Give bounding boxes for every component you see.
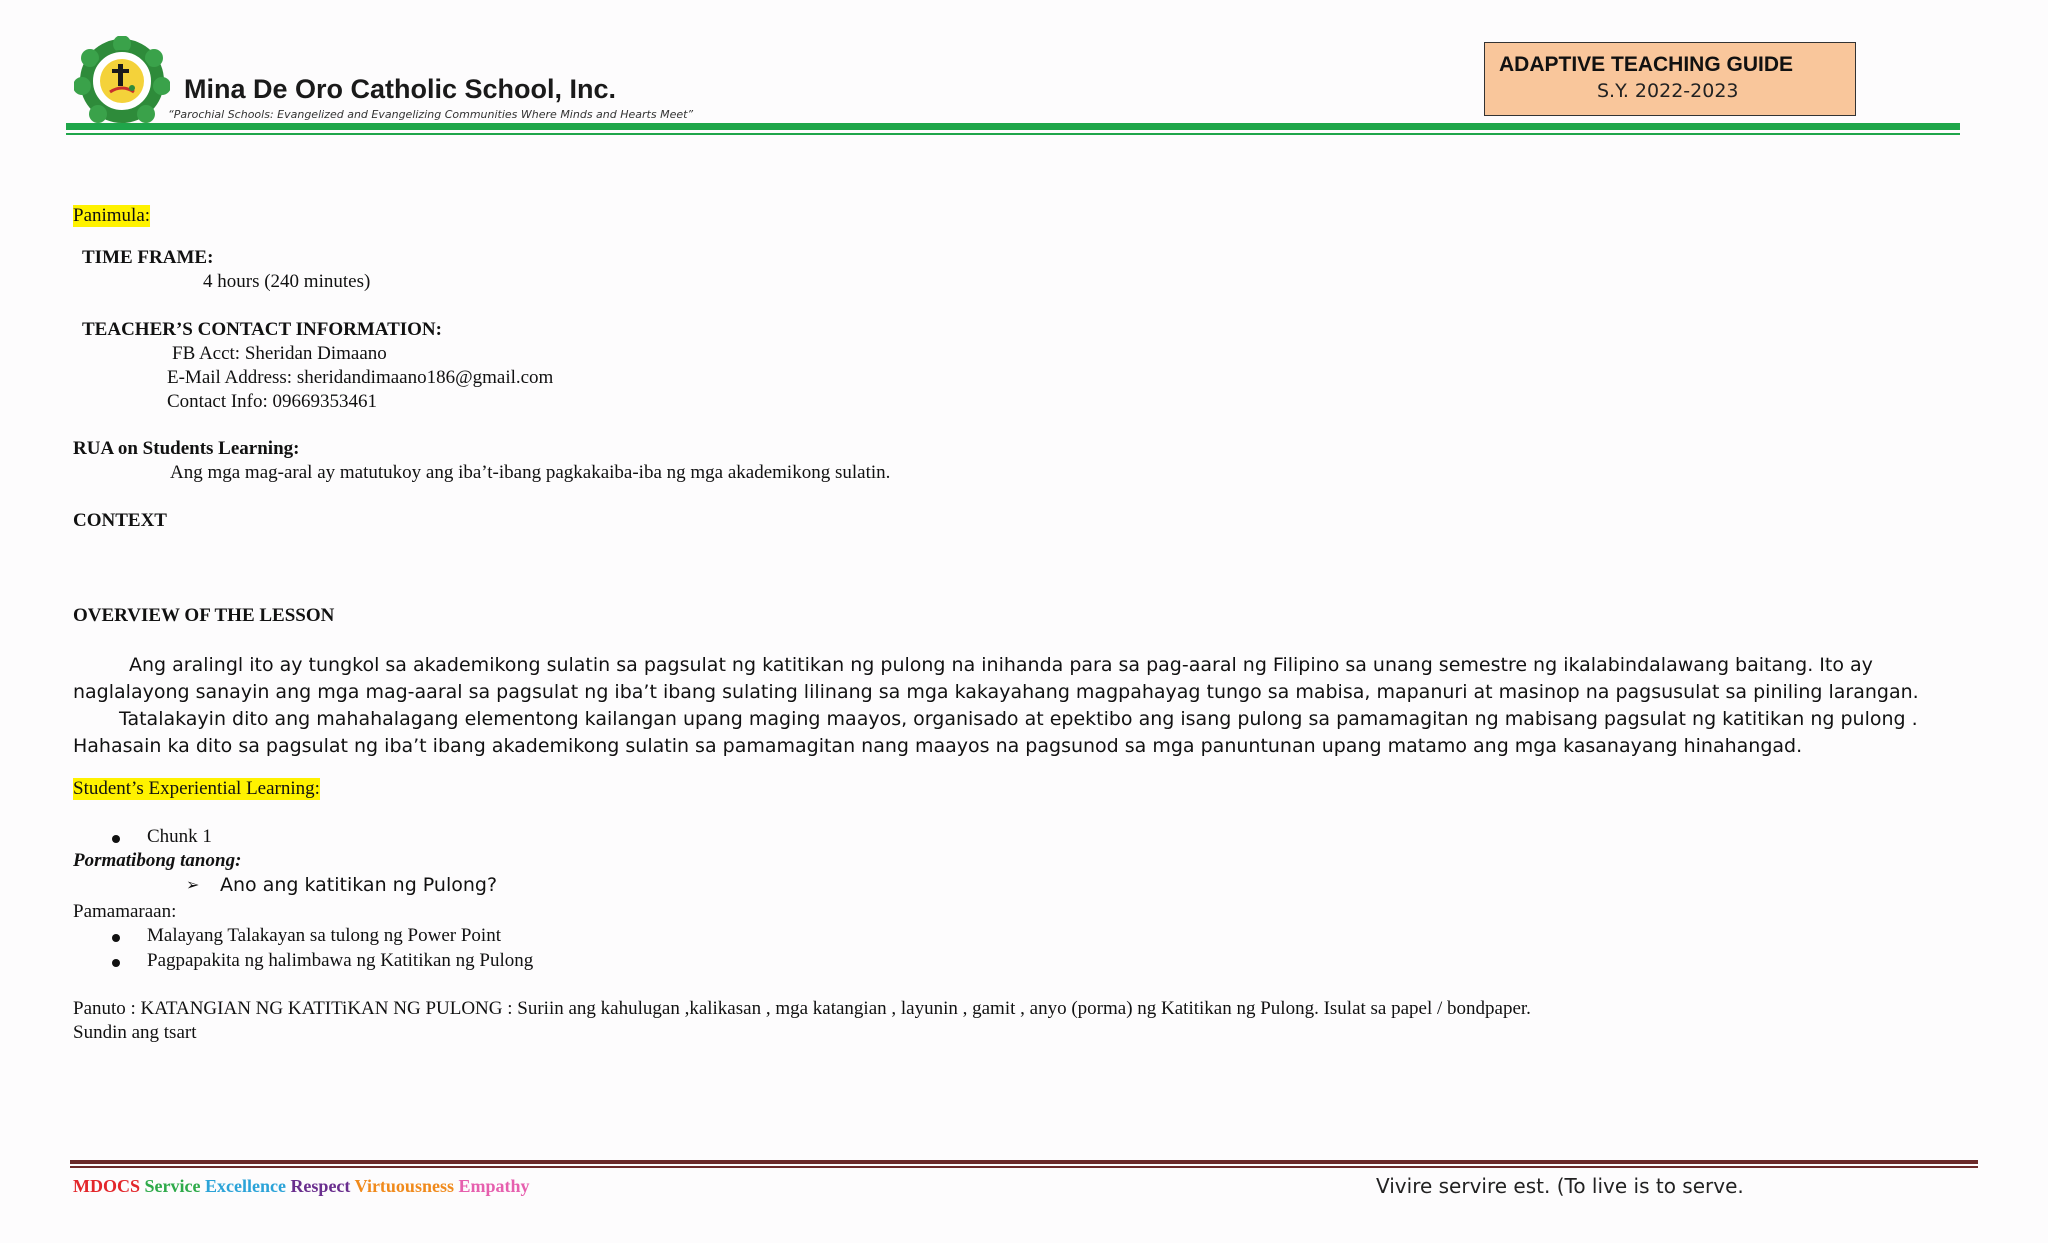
rua-label: RUA on Students Learning: [73, 438, 300, 459]
pamamaraan-item: Pagpapakita ng halimbawa ng Katitikan ng Pulong [147, 950, 534, 971]
value-excellence: Excellence [204, 1176, 286, 1196]
overview-line: Tatalakayin dito ang mahahalagang elementong kailangan upang maging maayos, organisado at epektibo ang isang pulong sa pamamagitan ng mabisang pagsulat ng katitikan ng pulong . [119, 708, 1918, 730]
pamamaraan-item: Malayang Talakayan sa tulong ng Power Point [147, 925, 501, 946]
header-divider [66, 123, 1960, 130]
panimula-label: Panimula: [73, 205, 151, 226]
value-mdocs: MDOCS [73, 1176, 140, 1196]
school-logo [74, 36, 170, 126]
guide-box [1484, 42, 1856, 116]
overview-line: Ang aralingl ito ay tungkol sa akademikong sulatin sa pagsulat ng katitikan ng pulong na inihanda para sa pag-aaral ng Filipino sa unang semestre ng ikalabindalawang baitang. Ito ay [129, 654, 1873, 676]
formative-question: Ano ang katitikan ng Pulong? [220, 874, 498, 896]
guide-title: ADAPTIVE TEACHING GUIDE [1499, 53, 1794, 76]
pamamaraan-label: Pamamaraan: [73, 901, 177, 922]
value-service: Service [144, 1176, 201, 1196]
footer-divider-thin [70, 1166, 1978, 1168]
school-motto: “Parochial Schools: Evangelized and Evangelizing Communities Where Minds and Hearts Meet” [168, 108, 694, 121]
panuto-text: Panuto : KATANGIAN NG KATITiKAN NG PULONG : Suriin ang kahulugan ,kalikasan , mga katangian , layunin , gamit , anyo (porma) ng Katitikan ng Pulong. Isulat sa papel / bondpaper. [73, 998, 1531, 1019]
overview-line: Hahasain ka dito sa pagsulat ng iba’t ibang akademikong sulatin sa pamamagitan nang maayos na pagsunod sa mga panuntunan upang matamo ang mga kasanayang hinahangad. [73, 735, 1803, 757]
value-respect: Respect [290, 1176, 351, 1196]
value-virtuousness: Virtuousness [354, 1176, 454, 1196]
context-label: CONTEXT [73, 510, 167, 531]
chunk-label: Chunk 1 [147, 826, 212, 847]
footer-divider [70, 1160, 1978, 1164]
overview-paragraph [73, 652, 1919, 760]
arrow-bullet-icon: ➢ [186, 875, 200, 894]
core-values [73, 1176, 529, 1197]
time-frame-value: 4 hours (240 minutes) [203, 271, 371, 292]
time-frame-label: TIME FRAME: [82, 247, 214, 268]
bullet-icon [112, 934, 120, 942]
school-name: Mina De Oro Catholic School, Inc. [184, 74, 617, 104]
header-divider-thin [66, 133, 1960, 135]
school-year: S.Y. 2022-2023 [1597, 80, 1739, 102]
rua-text: Ang mga mag-aral ay matutukoy ang iba’t-ibang pagkakaiba-iba ng mga akademikong sulatin. [170, 462, 891, 483]
footer-motto: Vivire servire est. (To live is to serve. [1376, 1174, 1744, 1198]
pormatibo-label: Pormatibong tanong: [73, 850, 242, 871]
email-address: E-Mail Address: sheridandimaano186@gmail.com [167, 367, 554, 388]
contact-label: TEACHER’S CONTACT INFORMATION: [82, 319, 442, 340]
overview-line: naglalayong sanayin ang mga mag-aaral sa pagsulat ng iba’t ibang sulating lilinang sa mga kakayahang magpahayag tungo sa mabisa, mapanuri at masinop na pagsusulat sa piniling larangan. [73, 681, 1919, 703]
overview-label: OVERVIEW OF THE LESSON [73, 605, 335, 626]
value-empathy: Empathy [458, 1176, 530, 1196]
contact-number: Contact Info: 09669353461 [167, 391, 378, 412]
bullet-icon [112, 959, 120, 967]
sundin-text: Sundin ang tsart [73, 1022, 197, 1043]
bullet-icon [112, 835, 120, 843]
fb-account: FB Acct: Sheridan Dimaano [172, 343, 387, 364]
experiential-label: Student’s Experiential Learning: [73, 778, 320, 799]
